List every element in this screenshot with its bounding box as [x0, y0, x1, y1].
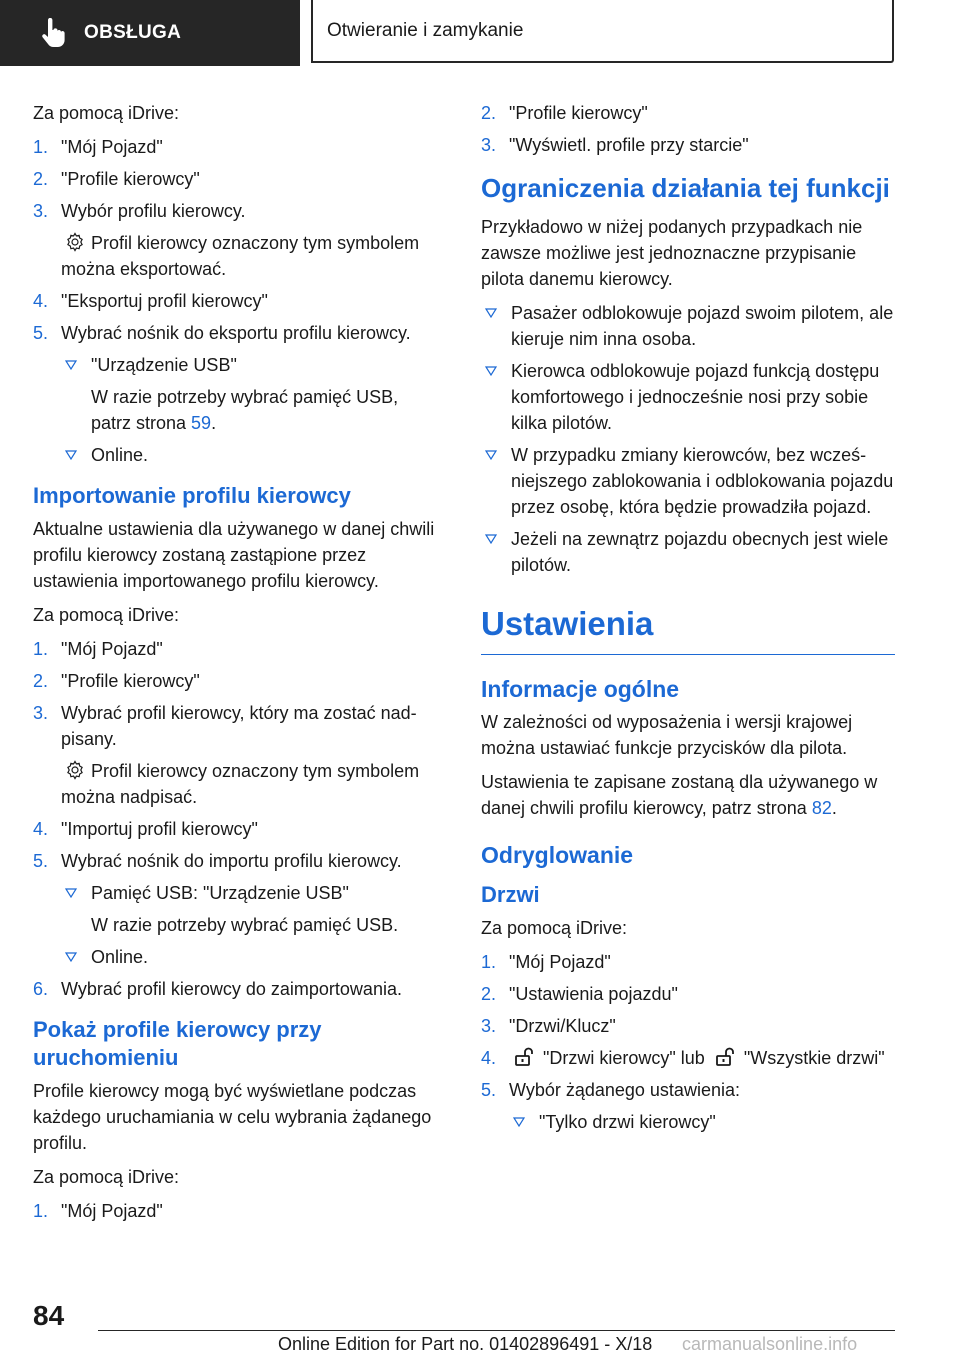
triangle-bullet-icon: [485, 308, 497, 318]
triangle-bullet-icon: [65, 450, 77, 460]
show-profiles-steps: [33, 1198, 441, 1224]
list-item: 2. "Ustawienia pojazdu": [481, 984, 678, 1004]
edition-note: Online Edition for Part no. 01402896491 - X/18: [278, 1334, 653, 1354]
list-item: 4. "Eksportuj profil kierowcy": [33, 291, 268, 311]
list-item: 1. "Mój Pojazd": [33, 137, 163, 157]
show-profiles-heading: Pokaż profile kierowcy przy uruchomieniu: [33, 1017, 322, 1070]
step-note: Profil kierowcy oznaczony tym symbolem można nadpisać.: [61, 761, 420, 807]
limits-heading: Ograniczenia działania tej funkcji: [481, 173, 890, 203]
page-link[interactable]: 82: [811, 798, 832, 818]
export-steps: [33, 134, 441, 468]
list-item: 2. "Profile kierowcy": [33, 671, 200, 691]
gear-icon: [65, 232, 85, 252]
general-info-paragraph-1: W zależności od wyposażenia i wersji krajowej można ustawiać funkcje przycisków dla pilota.: [481, 712, 853, 758]
right-column: [481, 100, 895, 1141]
doors-heading: Drzwi: [481, 882, 540, 907]
list-item: 2. "Profile kierowcy": [33, 169, 200, 189]
list-item: 3. Wybrać profil kierowcy, który ma zostać nadpisany. Profil kierowcy oznaczony tym symbolem można nadpisać.: [33, 700, 441, 810]
list-item: 4. "Importuj profil kierowcy": [33, 819, 258, 839]
list-item: Jeżeli na zewnątrz pojazdu obecnych jest wiele pilotów.: [481, 526, 895, 578]
section-tab: [0, 0, 300, 66]
general-info-paragraph-2: Ustawienia te zapisane zostaną dla używanego w danej chwili profilu kierowcy, patrz strona 82.: [481, 772, 878, 818]
list-item: 3. Wybór profilu kierowcy. Profil kierowcy oznaczony tym symbolem można eksportować.: [33, 198, 441, 282]
triangle-bullet-icon: [513, 1117, 525, 1127]
list-item: Kierowca odblokowuje pojazd funkcją dostępu komfortowego i jednocześnie nosi przy sobie kilka pilotów.: [481, 358, 895, 436]
import-media-list: [61, 880, 441, 970]
triangle-bullet-icon: [485, 534, 497, 544]
gear-icon: [65, 760, 85, 780]
section-title: OBSŁUGA: [84, 22, 182, 43]
unlock-heading: Odryglowanie: [481, 842, 634, 868]
import-heading: Importowanie profilu kierowcy: [33, 483, 351, 508]
list-item: "Urządzenie USB" W razie potrzeby wybrać pamięć USB, patrz strona 59.: [61, 352, 441, 436]
import-paragraph: Aktualne ustawienia dla używanego w danej chwili profilu kierowcy zostaną zastąpione przez ustawienia importowanego profilu kierowcy.: [33, 519, 435, 591]
export-intro: Za pomocą iDrive:: [33, 103, 180, 123]
doors-intro: Za pomocą iDrive:: [481, 918, 628, 938]
list-item: Pamięć USB: "Urządzenie USB" W razie potrzeby wybrać pamięć USB.: [61, 880, 441, 938]
unlock-icon: [714, 1047, 736, 1067]
settings-heading: Ustawienia: [481, 604, 895, 655]
list-item: 2. "Profile kierowcy": [481, 103, 648, 123]
page-number: 84: [33, 1300, 65, 1331]
footer-divider: [98, 1330, 895, 1331]
triangle-bullet-icon: [485, 366, 497, 376]
hand-pointer-icon: [40, 18, 66, 48]
list-item: 1. "Mój Pojazd": [481, 952, 611, 972]
export-media-list: [61, 352, 441, 468]
page-footer: [0, 1300, 960, 1362]
list-item: 3. "Drzwi/Klucz": [481, 1016, 616, 1036]
list-item: W przypadku zmiany kierowców, bez wcześniejszego zablokowania i odblokowania pojazdu przez osobę, która będzie prowadziła pojazd.: [481, 442, 895, 520]
list-item: 3. "Wyświetl. profile przy starcie": [481, 135, 749, 155]
list-item: "Tylko drzwi kierowcy": [509, 1109, 895, 1135]
limits-paragraph: Przykładowo w niżej podanych przypadkach nie zawsze możliwe jest jednoznaczne przypisanie pilota danemu kierowcy.: [481, 217, 863, 289]
import-intro: Za pomocą iDrive:: [33, 605, 180, 625]
list-item: Online.: [61, 442, 441, 468]
triangle-bullet-icon: [65, 888, 77, 898]
doors-steps: [481, 949, 895, 1135]
left-column: [33, 100, 441, 1230]
list-item: 4. "Drzwi kierowcy" lub "Wszystkie drzwi": [481, 1048, 885, 1068]
list-item: 1. "Mój Pojazd": [33, 639, 163, 659]
list-item: 1. "Mój Pojazd": [33, 1201, 163, 1221]
triangle-bullet-icon: [65, 360, 77, 370]
show-profiles-paragraph: Profile kierowcy mogą być wyświetlane podczas każdego uruchamiania w celu wybrania żądanego profilu.: [33, 1081, 432, 1153]
show-profiles-steps-cont: [481, 100, 895, 158]
doors-options-list: [509, 1109, 895, 1135]
list-item: 5. Wybór żądanego ustawienia: "Tylko drzwi kierowcy": [481, 1077, 895, 1135]
watermark: carmanualsonline.info: [682, 1334, 858, 1354]
page-header: [0, 0, 960, 66]
page-link[interactable]: 59: [191, 413, 212, 433]
show-profiles-intro: Za pomocą iDrive:: [33, 1167, 180, 1187]
list-item: 5. Wybrać nośnik do importu profilu kierowcy. Pamięć USB: "Urządzenie USB" W razie potrzeby wybrać pamięć USB. Online.: [33, 848, 441, 970]
step-note: Profil kierowcy oznaczony tym symbolem można eksportować.: [61, 233, 420, 279]
chapter-tab: [311, 0, 894, 63]
triangle-bullet-icon: [485, 450, 497, 460]
chapter-title: Otwieranie i zamykanie: [327, 19, 524, 41]
limits-list: [481, 300, 895, 578]
list-item: 6. Wybrać profil kierowcy do zaimportowania.: [33, 979, 402, 999]
triangle-bullet-icon: [65, 952, 77, 962]
list-item: Pasażer odblokowuje pojazd swoim pilotem, ale kieruje nim inna osoba.: [481, 300, 895, 352]
list-item: Online.: [61, 944, 441, 970]
list-item: 5. Wybrać nośnik do eksportu profilu kierowcy. "Urządzenie USB" W razie potrzeby wybrać pamięć USB, patrz strona 59. Online.: [33, 320, 441, 468]
general-info-heading: Informacje ogólne: [481, 676, 680, 702]
import-steps: [33, 636, 441, 1002]
unlock-icon: [513, 1047, 535, 1067]
